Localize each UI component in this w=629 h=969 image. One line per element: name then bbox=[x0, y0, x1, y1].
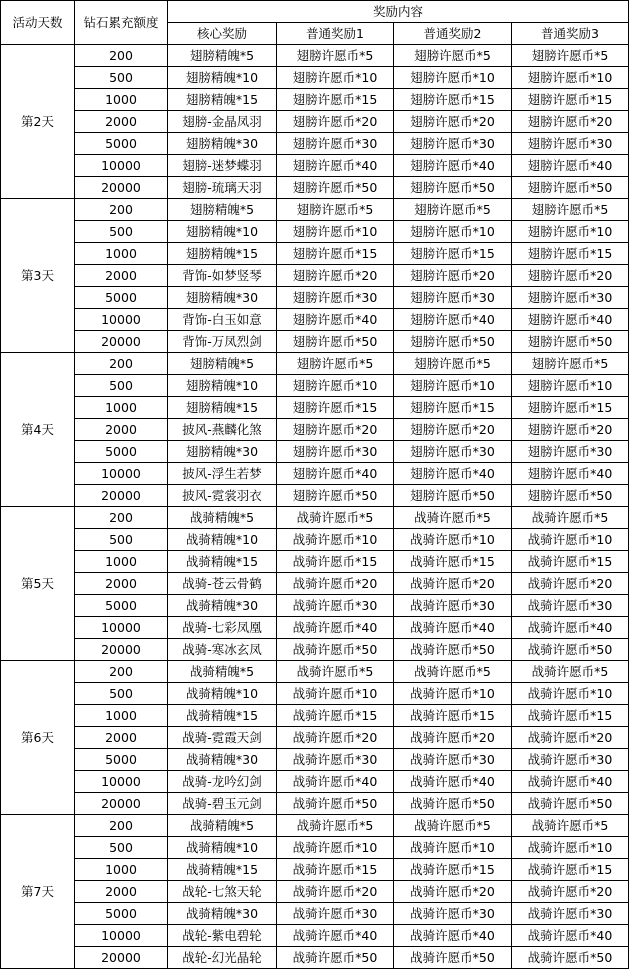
normal-reward3-cell: 翅膀许愿币*15 bbox=[512, 243, 629, 265]
amount-cell: 1000 bbox=[75, 859, 168, 881]
core-reward-cell: 战骑-霓霞天剑 bbox=[168, 727, 277, 749]
core-reward-cell: 战轮-幻光晶轮 bbox=[168, 947, 277, 969]
normal-reward3-cell: 翅膀许愿币*50 bbox=[512, 177, 629, 199]
normal-reward1-cell: 翅膀许愿币*5 bbox=[277, 199, 394, 221]
amount-cell: 10000 bbox=[75, 155, 168, 177]
normal-reward2-cell: 翅膀许愿币*10 bbox=[394, 375, 512, 397]
normal-reward1-cell: 翅膀许愿币*50 bbox=[277, 485, 394, 507]
table-row bbox=[1, 133, 629, 155]
table-row bbox=[1, 881, 629, 903]
normal-reward1-cell: 翅膀许愿币*40 bbox=[277, 309, 394, 331]
core-reward-cell: 翅膀精魄*5 bbox=[168, 353, 277, 375]
normal-reward1-cell: 战骑许愿币*15 bbox=[277, 551, 394, 573]
normal-reward3-cell: 战骑许愿币*50 bbox=[512, 947, 629, 969]
core-reward-cell: 背饰-万凤烈剑 bbox=[168, 331, 277, 353]
amount-cell: 20000 bbox=[75, 639, 168, 661]
amount-cell: 10000 bbox=[75, 309, 168, 331]
core-reward-cell: 战骑精魄*10 bbox=[168, 837, 277, 859]
normal-reward3-cell: 翅膀许愿币*15 bbox=[512, 397, 629, 419]
table-body bbox=[1, 45, 629, 969]
normal-reward3-cell: 翅膀许愿币*40 bbox=[512, 155, 629, 177]
normal-reward1-cell: 战骑许愿币*15 bbox=[277, 859, 394, 881]
normal-reward1-cell: 战骑许愿币*20 bbox=[277, 881, 394, 903]
normal-reward3-cell: 翅膀许愿币*20 bbox=[512, 111, 629, 133]
core-reward-cell: 战骑精魄*5 bbox=[168, 815, 277, 837]
core-reward-cell: 战骑-苍云骨鹤 bbox=[168, 573, 277, 595]
core-reward-cell: 战骑精魄*15 bbox=[168, 551, 277, 573]
header-reward-content: 奖励内容 bbox=[168, 1, 629, 23]
normal-reward3-cell: 翅膀许愿币*5 bbox=[512, 353, 629, 375]
normal-reward1-cell: 战骑许愿币*10 bbox=[277, 683, 394, 705]
day-cell: 第3天 bbox=[1, 199, 75, 353]
amount-cell: 5000 bbox=[75, 441, 168, 463]
core-reward-cell: 战骑-龙吟幻剑 bbox=[168, 771, 277, 793]
core-reward-cell: 战骑-碧玉元剑 bbox=[168, 793, 277, 815]
core-reward-cell: 翅膀精魄*30 bbox=[168, 287, 277, 309]
amount-cell: 2000 bbox=[75, 111, 168, 133]
normal-reward1-cell: 战骑许愿币*30 bbox=[277, 903, 394, 925]
header-normal3: 普通奖励3 bbox=[512, 23, 629, 45]
table-row bbox=[1, 705, 629, 727]
normal-reward3-cell: 战骑许愿币*50 bbox=[512, 639, 629, 661]
normal-reward2-cell: 战骑许愿币*15 bbox=[394, 859, 512, 881]
amount-cell: 2000 bbox=[75, 265, 168, 287]
normal-reward2-cell: 翅膀许愿币*5 bbox=[394, 199, 512, 221]
normal-reward2-cell: 翅膀许愿币*50 bbox=[394, 177, 512, 199]
normal-reward3-cell: 翅膀许愿币*20 bbox=[512, 419, 629, 441]
core-reward-cell: 战骑精魄*15 bbox=[168, 705, 277, 727]
header-day: 活动天数 bbox=[1, 1, 75, 45]
core-reward-cell: 翅膀精魄*5 bbox=[168, 199, 277, 221]
amount-cell: 20000 bbox=[75, 177, 168, 199]
table-row bbox=[1, 485, 629, 507]
normal-reward2-cell: 战骑许愿币*30 bbox=[394, 595, 512, 617]
table-row bbox=[1, 199, 629, 221]
amount-cell: 200 bbox=[75, 507, 168, 529]
normal-reward1-cell: 战骑许愿币*50 bbox=[277, 639, 394, 661]
table-row bbox=[1, 419, 629, 441]
amount-cell: 2000 bbox=[75, 881, 168, 903]
core-reward-cell: 战骑-寒冰玄凤 bbox=[168, 639, 277, 661]
normal-reward1-cell: 战骑许愿币*20 bbox=[277, 573, 394, 595]
normal-reward1-cell: 战骑许愿币*20 bbox=[277, 727, 394, 749]
core-reward-cell: 战骑精魄*30 bbox=[168, 595, 277, 617]
table-row bbox=[1, 925, 629, 947]
normal-reward1-cell: 战骑许愿币*15 bbox=[277, 705, 394, 727]
amount-cell: 5000 bbox=[75, 749, 168, 771]
amount-cell: 2000 bbox=[75, 419, 168, 441]
normal-reward1-cell: 翅膀许愿币*30 bbox=[277, 133, 394, 155]
core-reward-cell: 战骑精魄*5 bbox=[168, 507, 277, 529]
normal-reward1-cell: 翅膀许愿币*15 bbox=[277, 89, 394, 111]
header-normal1: 普通奖励1 bbox=[277, 23, 394, 45]
core-reward-cell: 背饰-如梦竖琴 bbox=[168, 265, 277, 287]
normal-reward3-cell: 战骑许愿币*20 bbox=[512, 573, 629, 595]
amount-cell: 200 bbox=[75, 353, 168, 375]
amount-cell: 500 bbox=[75, 837, 168, 859]
normal-reward3-cell: 翅膀许愿币*20 bbox=[512, 265, 629, 287]
core-reward-cell: 披风-燕麟化煞 bbox=[168, 419, 277, 441]
normal-reward1-cell: 战骑许愿币*40 bbox=[277, 925, 394, 947]
table-row bbox=[1, 331, 629, 353]
normal-reward2-cell: 战骑许愿币*30 bbox=[394, 749, 512, 771]
normal-reward2-cell: 翅膀许愿币*15 bbox=[394, 243, 512, 265]
table-row bbox=[1, 551, 629, 573]
normal-reward3-cell: 战骑许愿币*40 bbox=[512, 617, 629, 639]
amount-cell: 10000 bbox=[75, 925, 168, 947]
normal-reward1-cell: 翅膀许愿币*20 bbox=[277, 419, 394, 441]
amount-cell: 1000 bbox=[75, 397, 168, 419]
amount-cell: 2000 bbox=[75, 727, 168, 749]
table-row bbox=[1, 859, 629, 881]
core-reward-cell: 翅膀精魄*10 bbox=[168, 221, 277, 243]
amount-cell: 5000 bbox=[75, 133, 168, 155]
header-row-top bbox=[1, 1, 629, 23]
table-row bbox=[1, 287, 629, 309]
normal-reward3-cell: 战骑许愿币*20 bbox=[512, 727, 629, 749]
table-row bbox=[1, 397, 629, 419]
normal-reward3-cell: 翅膀许愿币*10 bbox=[512, 221, 629, 243]
normal-reward3-cell: 战骑许愿币*5 bbox=[512, 661, 629, 683]
core-reward-cell: 翅膀-迷梦蝶羽 bbox=[168, 155, 277, 177]
normal-reward1-cell: 翅膀许愿币*40 bbox=[277, 155, 394, 177]
normal-reward3-cell: 战骑许愿币*10 bbox=[512, 837, 629, 859]
normal-reward2-cell: 翅膀许愿币*40 bbox=[394, 155, 512, 177]
amount-cell: 20000 bbox=[75, 947, 168, 969]
table-row bbox=[1, 793, 629, 815]
amount-cell: 1000 bbox=[75, 705, 168, 727]
normal-reward1-cell: 翅膀许愿币*5 bbox=[277, 45, 394, 67]
table-row bbox=[1, 529, 629, 551]
normal-reward2-cell: 战骑许愿币*40 bbox=[394, 925, 512, 947]
amount-cell: 200 bbox=[75, 661, 168, 683]
normal-reward2-cell: 战骑许愿币*15 bbox=[394, 551, 512, 573]
core-reward-cell: 翅膀-琉璃天羽 bbox=[168, 177, 277, 199]
normal-reward1-cell: 翅膀许愿币*20 bbox=[277, 265, 394, 287]
table-row bbox=[1, 155, 629, 177]
normal-reward2-cell: 战骑许愿币*50 bbox=[394, 793, 512, 815]
normal-reward2-cell: 战骑许愿币*10 bbox=[394, 683, 512, 705]
normal-reward2-cell: 翅膀许愿币*20 bbox=[394, 265, 512, 287]
normal-reward2-cell: 战骑许愿币*5 bbox=[394, 815, 512, 837]
table-row bbox=[1, 309, 629, 331]
table-row bbox=[1, 265, 629, 287]
normal-reward2-cell: 翅膀许愿币*15 bbox=[394, 89, 512, 111]
normal-reward1-cell: 翅膀许愿币*40 bbox=[277, 463, 394, 485]
normal-reward2-cell: 战骑许愿币*40 bbox=[394, 617, 512, 639]
normal-reward1-cell: 翅膀许愿币*50 bbox=[277, 177, 394, 199]
normal-reward1-cell: 翅膀许愿币*20 bbox=[277, 111, 394, 133]
normal-reward2-cell: 战骑许愿币*10 bbox=[394, 529, 512, 551]
normal-reward1-cell: 战骑许愿币*30 bbox=[277, 749, 394, 771]
normal-reward3-cell: 翅膀许愿币*40 bbox=[512, 309, 629, 331]
normal-reward3-cell: 战骑许愿币*10 bbox=[512, 683, 629, 705]
normal-reward3-cell: 战骑许愿币*40 bbox=[512, 771, 629, 793]
normal-reward1-cell: 战骑许愿币*30 bbox=[277, 595, 394, 617]
normal-reward2-cell: 翅膀许愿币*30 bbox=[394, 287, 512, 309]
core-reward-cell: 战轮-七煞天轮 bbox=[168, 881, 277, 903]
normal-reward3-cell: 战骑许愿币*15 bbox=[512, 705, 629, 727]
core-reward-cell: 翅膀精魄*30 bbox=[168, 133, 277, 155]
amount-cell: 5000 bbox=[75, 903, 168, 925]
core-reward-cell: 翅膀精魄*10 bbox=[168, 375, 277, 397]
normal-reward2-cell: 翅膀许愿币*10 bbox=[394, 221, 512, 243]
normal-reward2-cell: 战骑许愿币*20 bbox=[394, 573, 512, 595]
normal-reward2-cell: 战骑许愿币*50 bbox=[394, 639, 512, 661]
core-reward-cell: 翅膀精魄*30 bbox=[168, 441, 277, 463]
table-row bbox=[1, 815, 629, 837]
normal-reward1-cell: 战骑许愿币*5 bbox=[277, 507, 394, 529]
normal-reward2-cell: 战骑许愿币*5 bbox=[394, 661, 512, 683]
amount-cell: 200 bbox=[75, 815, 168, 837]
amount-cell: 500 bbox=[75, 67, 168, 89]
core-reward-cell: 背饰-白玉如意 bbox=[168, 309, 277, 331]
normal-reward2-cell: 翅膀许愿币*20 bbox=[394, 419, 512, 441]
core-reward-cell: 战骑精魄*10 bbox=[168, 683, 277, 705]
table-row bbox=[1, 749, 629, 771]
header-core: 核心奖励 bbox=[168, 23, 277, 45]
amount-cell: 10000 bbox=[75, 771, 168, 793]
normal-reward3-cell: 翅膀许愿币*15 bbox=[512, 89, 629, 111]
normal-reward3-cell: 翅膀许愿币*30 bbox=[512, 287, 629, 309]
normal-reward2-cell: 战骑许愿币*20 bbox=[394, 727, 512, 749]
core-reward-cell: 翅膀精魄*15 bbox=[168, 243, 277, 265]
normal-reward2-cell: 战骑许愿币*10 bbox=[394, 837, 512, 859]
normal-reward2-cell: 战骑许愿币*40 bbox=[394, 771, 512, 793]
normal-reward3-cell: 战骑许愿币*5 bbox=[512, 507, 629, 529]
normal-reward2-cell: 翅膀许愿币*50 bbox=[394, 331, 512, 353]
normal-reward1-cell: 翅膀许愿币*30 bbox=[277, 441, 394, 463]
amount-cell: 500 bbox=[75, 375, 168, 397]
table-row bbox=[1, 89, 629, 111]
amount-cell: 500 bbox=[75, 529, 168, 551]
normal-reward1-cell: 翅膀许愿币*15 bbox=[277, 243, 394, 265]
table-row bbox=[1, 639, 629, 661]
amount-cell: 20000 bbox=[75, 793, 168, 815]
table-row bbox=[1, 177, 629, 199]
normal-reward3-cell: 战骑许愿币*15 bbox=[512, 859, 629, 881]
amount-cell: 20000 bbox=[75, 485, 168, 507]
normal-reward1-cell: 翅膀许愿币*10 bbox=[277, 375, 394, 397]
normal-reward3-cell: 翅膀许愿币*10 bbox=[512, 375, 629, 397]
normal-reward1-cell: 战骑许愿币*10 bbox=[277, 837, 394, 859]
normal-reward3-cell: 翅膀许愿币*50 bbox=[512, 485, 629, 507]
table-row bbox=[1, 507, 629, 529]
amount-cell: 500 bbox=[75, 221, 168, 243]
day-cell: 第5天 bbox=[1, 507, 75, 661]
normal-reward2-cell: 翅膀许愿币*20 bbox=[394, 111, 512, 133]
amount-cell: 200 bbox=[75, 199, 168, 221]
core-reward-cell: 战轮-紫电碧轮 bbox=[168, 925, 277, 947]
normal-reward2-cell: 翅膀许愿币*10 bbox=[394, 67, 512, 89]
core-reward-cell: 翅膀精魄*15 bbox=[168, 89, 277, 111]
normal-reward3-cell: 战骑许愿币*50 bbox=[512, 793, 629, 815]
amount-cell: 20000 bbox=[75, 331, 168, 353]
day-cell: 第2天 bbox=[1, 45, 75, 199]
table-row bbox=[1, 727, 629, 749]
normal-reward1-cell: 翅膀许愿币*10 bbox=[277, 221, 394, 243]
amount-cell: 5000 bbox=[75, 595, 168, 617]
header-amount: 钻石累充额度 bbox=[75, 1, 168, 45]
table-row bbox=[1, 441, 629, 463]
core-reward-cell: 战骑精魄*5 bbox=[168, 661, 277, 683]
normal-reward1-cell: 战骑许愿币*40 bbox=[277, 771, 394, 793]
core-reward-cell: 战骑精魄*30 bbox=[168, 903, 277, 925]
amount-cell: 2000 bbox=[75, 573, 168, 595]
core-reward-cell: 披风-霓裳羽衣 bbox=[168, 485, 277, 507]
amount-cell: 10000 bbox=[75, 463, 168, 485]
amount-cell: 200 bbox=[75, 45, 168, 67]
day-cell: 第4天 bbox=[1, 353, 75, 507]
table-row bbox=[1, 573, 629, 595]
day-cell: 第6天 bbox=[1, 661, 75, 815]
amount-cell: 5000 bbox=[75, 287, 168, 309]
amount-cell: 1000 bbox=[75, 551, 168, 573]
table-row bbox=[1, 111, 629, 133]
core-reward-cell: 翅膀精魄*5 bbox=[168, 45, 277, 67]
core-reward-cell: 翅膀精魄*10 bbox=[168, 67, 277, 89]
normal-reward1-cell: 战骑许愿币*40 bbox=[277, 617, 394, 639]
normal-reward3-cell: 战骑许愿币*30 bbox=[512, 749, 629, 771]
normal-reward3-cell: 翅膀许愿币*10 bbox=[512, 67, 629, 89]
normal-reward2-cell: 战骑许愿币*15 bbox=[394, 705, 512, 727]
normal-reward3-cell: 战骑许愿币*10 bbox=[512, 529, 629, 551]
normal-reward3-cell: 战骑许愿币*15 bbox=[512, 551, 629, 573]
header-normal2: 普通奖励2 bbox=[394, 23, 512, 45]
amount-cell: 10000 bbox=[75, 617, 168, 639]
day-cell: 第7天 bbox=[1, 815, 75, 969]
normal-reward1-cell: 翅膀许愿币*30 bbox=[277, 287, 394, 309]
table-row bbox=[1, 595, 629, 617]
normal-reward2-cell: 战骑许愿币*50 bbox=[394, 947, 512, 969]
table-row bbox=[1, 837, 629, 859]
normal-reward3-cell: 翅膀许愿币*5 bbox=[512, 199, 629, 221]
normal-reward2-cell: 翅膀许愿币*30 bbox=[394, 133, 512, 155]
normal-reward2-cell: 战骑许愿币*20 bbox=[394, 881, 512, 903]
normal-reward2-cell: 战骑许愿币*5 bbox=[394, 507, 512, 529]
normal-reward2-cell: 翅膀许愿币*40 bbox=[394, 309, 512, 331]
normal-reward2-cell: 翅膀许愿币*50 bbox=[394, 485, 512, 507]
table-row bbox=[1, 903, 629, 925]
normal-reward1-cell: 翅膀许愿币*5 bbox=[277, 353, 394, 375]
table-row bbox=[1, 221, 629, 243]
core-reward-cell: 战骑精魄*30 bbox=[168, 749, 277, 771]
core-reward-cell: 翅膀-金晶凤羽 bbox=[168, 111, 277, 133]
table-row bbox=[1, 353, 629, 375]
table-row bbox=[1, 375, 629, 397]
normal-reward3-cell: 翅膀许愿币*30 bbox=[512, 441, 629, 463]
table-row bbox=[1, 463, 629, 485]
normal-reward3-cell: 战骑许愿币*30 bbox=[512, 595, 629, 617]
table-row bbox=[1, 45, 629, 67]
table-row bbox=[1, 947, 629, 969]
normal-reward3-cell: 翅膀许愿币*40 bbox=[512, 463, 629, 485]
normal-reward3-cell: 战骑许愿币*20 bbox=[512, 881, 629, 903]
core-reward-cell: 战骑精魄*10 bbox=[168, 529, 277, 551]
normal-reward2-cell: 翅膀许愿币*40 bbox=[394, 463, 512, 485]
amount-cell: 1000 bbox=[75, 89, 168, 111]
table-row bbox=[1, 67, 629, 89]
amount-cell: 1000 bbox=[75, 243, 168, 265]
core-reward-cell: 披风-浮生若梦 bbox=[168, 463, 277, 485]
normal-reward1-cell: 翅膀许愿币*10 bbox=[277, 67, 394, 89]
normal-reward3-cell: 翅膀许愿币*30 bbox=[512, 133, 629, 155]
core-reward-cell: 战骑-七彩凤凰 bbox=[168, 617, 277, 639]
normal-reward2-cell: 战骑许愿币*30 bbox=[394, 903, 512, 925]
table-row bbox=[1, 771, 629, 793]
normal-reward2-cell: 翅膀许愿币*15 bbox=[394, 397, 512, 419]
normal-reward2-cell: 翅膀许愿币*5 bbox=[394, 353, 512, 375]
table-row bbox=[1, 243, 629, 265]
normal-reward3-cell: 翅膀许愿币*50 bbox=[512, 331, 629, 353]
normal-reward3-cell: 战骑许愿币*5 bbox=[512, 815, 629, 837]
normal-reward2-cell: 翅膀许愿币*5 bbox=[394, 45, 512, 67]
core-reward-cell: 翅膀精魄*15 bbox=[168, 397, 277, 419]
normal-reward1-cell: 战骑许愿币*5 bbox=[277, 815, 394, 837]
table-row bbox=[1, 617, 629, 639]
normal-reward1-cell: 战骑许愿币*50 bbox=[277, 793, 394, 815]
amount-cell: 500 bbox=[75, 683, 168, 705]
core-reward-cell: 战骑精魄*15 bbox=[168, 859, 277, 881]
table-row bbox=[1, 683, 629, 705]
normal-reward2-cell: 翅膀许愿币*30 bbox=[394, 441, 512, 463]
normal-reward3-cell: 战骑许愿币*40 bbox=[512, 925, 629, 947]
normal-reward1-cell: 翅膀许愿币*15 bbox=[277, 397, 394, 419]
normal-reward1-cell: 战骑许愿币*50 bbox=[277, 947, 394, 969]
normal-reward1-cell: 战骑许愿币*10 bbox=[277, 529, 394, 551]
normal-reward3-cell: 战骑许愿币*30 bbox=[512, 903, 629, 925]
normal-reward3-cell: 翅膀许愿币*5 bbox=[512, 45, 629, 67]
table-row bbox=[1, 661, 629, 683]
normal-reward1-cell: 战骑许愿币*5 bbox=[277, 661, 394, 683]
normal-reward1-cell: 翅膀许愿币*50 bbox=[277, 331, 394, 353]
